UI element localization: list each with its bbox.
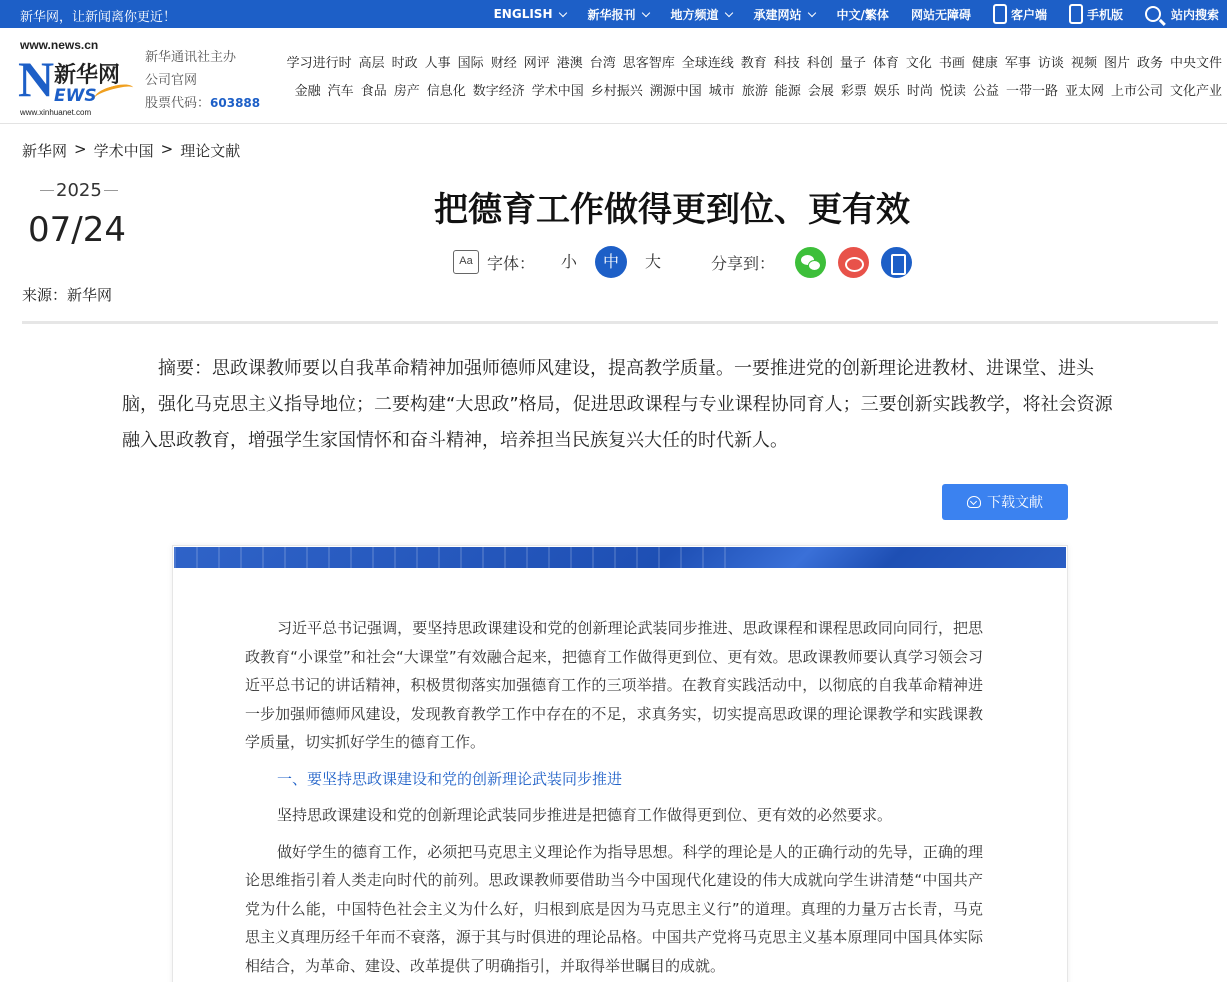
share-label: 分享到： bbox=[711, 253, 776, 273]
channel-link[interactable]: 金融 bbox=[294, 84, 321, 99]
channel-link[interactable]: 数字经济 bbox=[472, 84, 525, 99]
channel-link[interactable]: 教育 bbox=[740, 56, 767, 71]
channel-link[interactable]: 健康 bbox=[971, 56, 998, 71]
breadcrumb-home[interactable]: 新华网 bbox=[22, 142, 68, 160]
channel-link[interactable]: 网评 bbox=[523, 56, 550, 71]
channel-link[interactable]: 中央文件 bbox=[1169, 56, 1222, 71]
channel-link[interactable]: 视频 bbox=[1070, 56, 1097, 71]
channel-link[interactable]: 图片 bbox=[1103, 56, 1130, 71]
font-size-label: 字体： bbox=[487, 253, 536, 273]
stock-code[interactable]: 603888 bbox=[210, 96, 261, 110]
channel-link[interactable]: 军事 bbox=[1004, 56, 1031, 71]
channel-link[interactable]: 悦读 bbox=[939, 84, 966, 99]
article-title: 把德育工作做得更到位、更有效 bbox=[434, 190, 910, 230]
nav-traditional-chinese[interactable]: 中文/繁体 bbox=[836, 7, 889, 22]
channel-link[interactable]: 会展 bbox=[807, 84, 834, 99]
search-icon bbox=[1145, 6, 1161, 22]
cloud-download-icon bbox=[967, 496, 981, 508]
article-source: 来源：新华网 bbox=[22, 286, 113, 304]
channel-link[interactable]: 体育 bbox=[872, 56, 899, 71]
breadcrumb-theory-documents[interactable]: 理论文献 bbox=[180, 142, 241, 160]
channel-link[interactable]: 学习进行时 bbox=[286, 56, 352, 71]
nav-site-search[interactable]: 站内搜索 bbox=[1145, 6, 1219, 23]
nav-app-client[interactable]: 客户端 bbox=[993, 4, 1047, 24]
body-paragraph: 习近平总书记强调，要坚持思政课建设和党的创新理论武装同步推进、思政课程和课程思政同向同行，把思政教育“小课堂”和社会“大课堂”有效融合起来，把德育工作做得更到位、更有效。思政课教师要认真学习领会习近平总书记的讲话精神，积极贯彻落实加强德育工作的三项举措。在教育实践活动中，以彻底的自我革命精神进一步加强师德师风建设，发现教育教学工作中存在的不足，求真务实，切实提高思政课的理论课教学和实践课教学质量，切实抓好学生的德育工作。 bbox=[245, 619, 983, 751]
nav-english[interactable]: ENGLISH bbox=[494, 7, 566, 21]
font-size-large-button[interactable]: 大 bbox=[645, 252, 662, 271]
channel-link[interactable]: 文化产业 bbox=[1169, 84, 1222, 99]
channel-link[interactable]: 文化 bbox=[905, 56, 932, 71]
channel-link[interactable]: 财经 bbox=[490, 56, 517, 71]
title-divider bbox=[22, 321, 1218, 324]
mobile-share-icon[interactable] bbox=[881, 247, 912, 278]
channel-link[interactable]: 乡村振兴 bbox=[590, 84, 643, 99]
chevron-down-icon bbox=[807, 8, 815, 16]
channel-link[interactable]: 食品 bbox=[360, 84, 387, 99]
mobile-phone-icon bbox=[1069, 4, 1083, 24]
channel-link[interactable]: 国际 bbox=[457, 56, 484, 71]
channel-link[interactable]: 思客智库 bbox=[622, 56, 675, 71]
breadcrumb: 新华网 > 学术中国 > 理论文献 bbox=[22, 140, 241, 160]
channel-link[interactable]: 房产 bbox=[393, 84, 420, 99]
channel-link[interactable]: 时政 bbox=[391, 56, 418, 71]
channel-link[interactable]: 全球连线 bbox=[681, 56, 734, 71]
article-tools bbox=[453, 245, 912, 279]
nav-built-sites[interactable]: 承建网站 bbox=[754, 6, 815, 23]
publish-date: 07/24 bbox=[28, 210, 126, 250]
channel-link[interactable]: 台湾 bbox=[589, 56, 616, 71]
stock-info: 股票代码：603888 bbox=[145, 96, 261, 111]
channel-link[interactable]: 亚太网 bbox=[1064, 84, 1104, 99]
org-line2: 公司官网 bbox=[145, 73, 198, 88]
nav-mobile[interactable]: 手机版 bbox=[1069, 4, 1123, 24]
document-body bbox=[245, 614, 983, 982]
font-size-small-button[interactable]: 小 bbox=[561, 252, 578, 271]
channel-link[interactable]: 科技 bbox=[773, 56, 800, 71]
channel-link[interactable]: 量子 bbox=[839, 56, 866, 71]
channel-link[interactable]: 公益 bbox=[972, 84, 999, 99]
channel-link[interactable]: 高层 bbox=[358, 56, 385, 71]
section-heading: 一、要坚持思政课建设和党的创新理论武装同步推进 bbox=[277, 769, 623, 788]
body-paragraph: 做好学生的德育工作，必须把马克思主义理论作为指导思想。科学的理论是人的正确行动的先导，正确的理论思维指引着人类走向时代的前列。思政课教师要借助当今中国现代化建设的伟大成就向学生讲清楚“中国共产党为什么能，中国特色社会主义为什么好，归根到底是因为马克思主义行”的道理。真理的力量万古长青，马克思主义真理历经千年而不衰落，源于其与时俱进的理论品格。中国共产党将马克思主义基本原理同中国具体实际相结合，为革命、建设、改革提供了明确指引，并取得举世瞩目的成就。 bbox=[245, 842, 983, 975]
channel-link[interactable]: 科创 bbox=[806, 56, 833, 71]
channel-link[interactable]: 港澳 bbox=[556, 56, 583, 71]
channel-link[interactable]: 城市 bbox=[708, 84, 735, 99]
app-client-icon bbox=[993, 4, 1007, 24]
article-abstract: 摘要：思政课教师要以自我革命精神加强师德师风建设，提高教学质量。一要推进党的创新理论进教材、进课堂、进头脑，强化马克思主义指导地位；二要构建“大思政”格局，促进思政课程与专业课程协同育人；三要创新实践教学，将社会资源融入思政教育，增强学生家国情怀和奋斗精神，培养担当民族复兴大任的时代新人。 bbox=[122, 358, 1113, 451]
channel-link[interactable]: 汽车 bbox=[327, 84, 354, 99]
channel-link[interactable]: 政务 bbox=[1136, 56, 1163, 71]
site-slogan: 新华网，让新闻离你更近！ bbox=[20, 10, 177, 25]
nav-accessibility[interactable]: 网站无障碍 bbox=[910, 7, 971, 22]
weibo-share-icon[interactable] bbox=[838, 247, 869, 278]
channel-link[interactable]: 上市公司 bbox=[1110, 84, 1163, 99]
publish-year: 2025 bbox=[38, 180, 120, 201]
channel-link[interactable]: 人事 bbox=[424, 56, 451, 71]
org-info bbox=[145, 46, 260, 115]
chevron-down-icon bbox=[724, 8, 732, 16]
nav-newspapers[interactable]: 新华报刊 bbox=[588, 6, 649, 23]
channel-row-2 bbox=[270, 78, 1222, 106]
chevron-down-icon bbox=[641, 8, 649, 16]
top-nav bbox=[472, 0, 1219, 28]
channel-link[interactable]: 彩票 bbox=[840, 84, 867, 99]
document-panel bbox=[172, 545, 1068, 982]
channel-link[interactable]: 书画 bbox=[938, 56, 965, 71]
xinhua-logo[interactable]: www.news.cn N 新华网 EWS www.xinhuanet.com bbox=[18, 38, 136, 120]
document-banner bbox=[174, 547, 1066, 568]
download-document-button[interactable]: 下载文献 bbox=[942, 484, 1068, 520]
channel-link[interactable]: 信息化 bbox=[426, 84, 466, 99]
channel-link[interactable]: 学术中国 bbox=[531, 84, 584, 99]
channel-link[interactable]: 旅游 bbox=[741, 84, 768, 99]
channel-link[interactable]: 溯源中国 bbox=[649, 84, 702, 99]
chevron-down-icon bbox=[558, 8, 566, 16]
channel-link[interactable]: 一带一路 bbox=[1005, 84, 1058, 99]
body-paragraph: 坚持思政课建设和党的创新理论武装同步推进是把德育工作做得更到位、更有效的必然要求。 bbox=[277, 806, 893, 824]
channel-link[interactable]: 访谈 bbox=[1037, 56, 1064, 71]
channel-nav bbox=[270, 50, 1222, 106]
channel-row-1 bbox=[270, 50, 1222, 78]
nav-local-channels[interactable]: 地方频道 bbox=[671, 6, 732, 23]
channel-link[interactable]: 能源 bbox=[774, 84, 801, 99]
site-header bbox=[0, 28, 1227, 124]
org-line1: 新华通讯社主办 bbox=[145, 50, 237, 65]
top-bar bbox=[0, 0, 1227, 28]
breadcrumb-academic-china[interactable]: 学术中国 bbox=[93, 142, 154, 160]
channel-link[interactable]: 娱乐 bbox=[873, 84, 900, 99]
channel-link[interactable]: 时尚 bbox=[906, 84, 933, 99]
font-size-icon: Aa bbox=[453, 250, 479, 274]
font-size-medium-button[interactable]: 中 bbox=[595, 246, 627, 278]
wechat-share-icon[interactable] bbox=[795, 247, 826, 278]
